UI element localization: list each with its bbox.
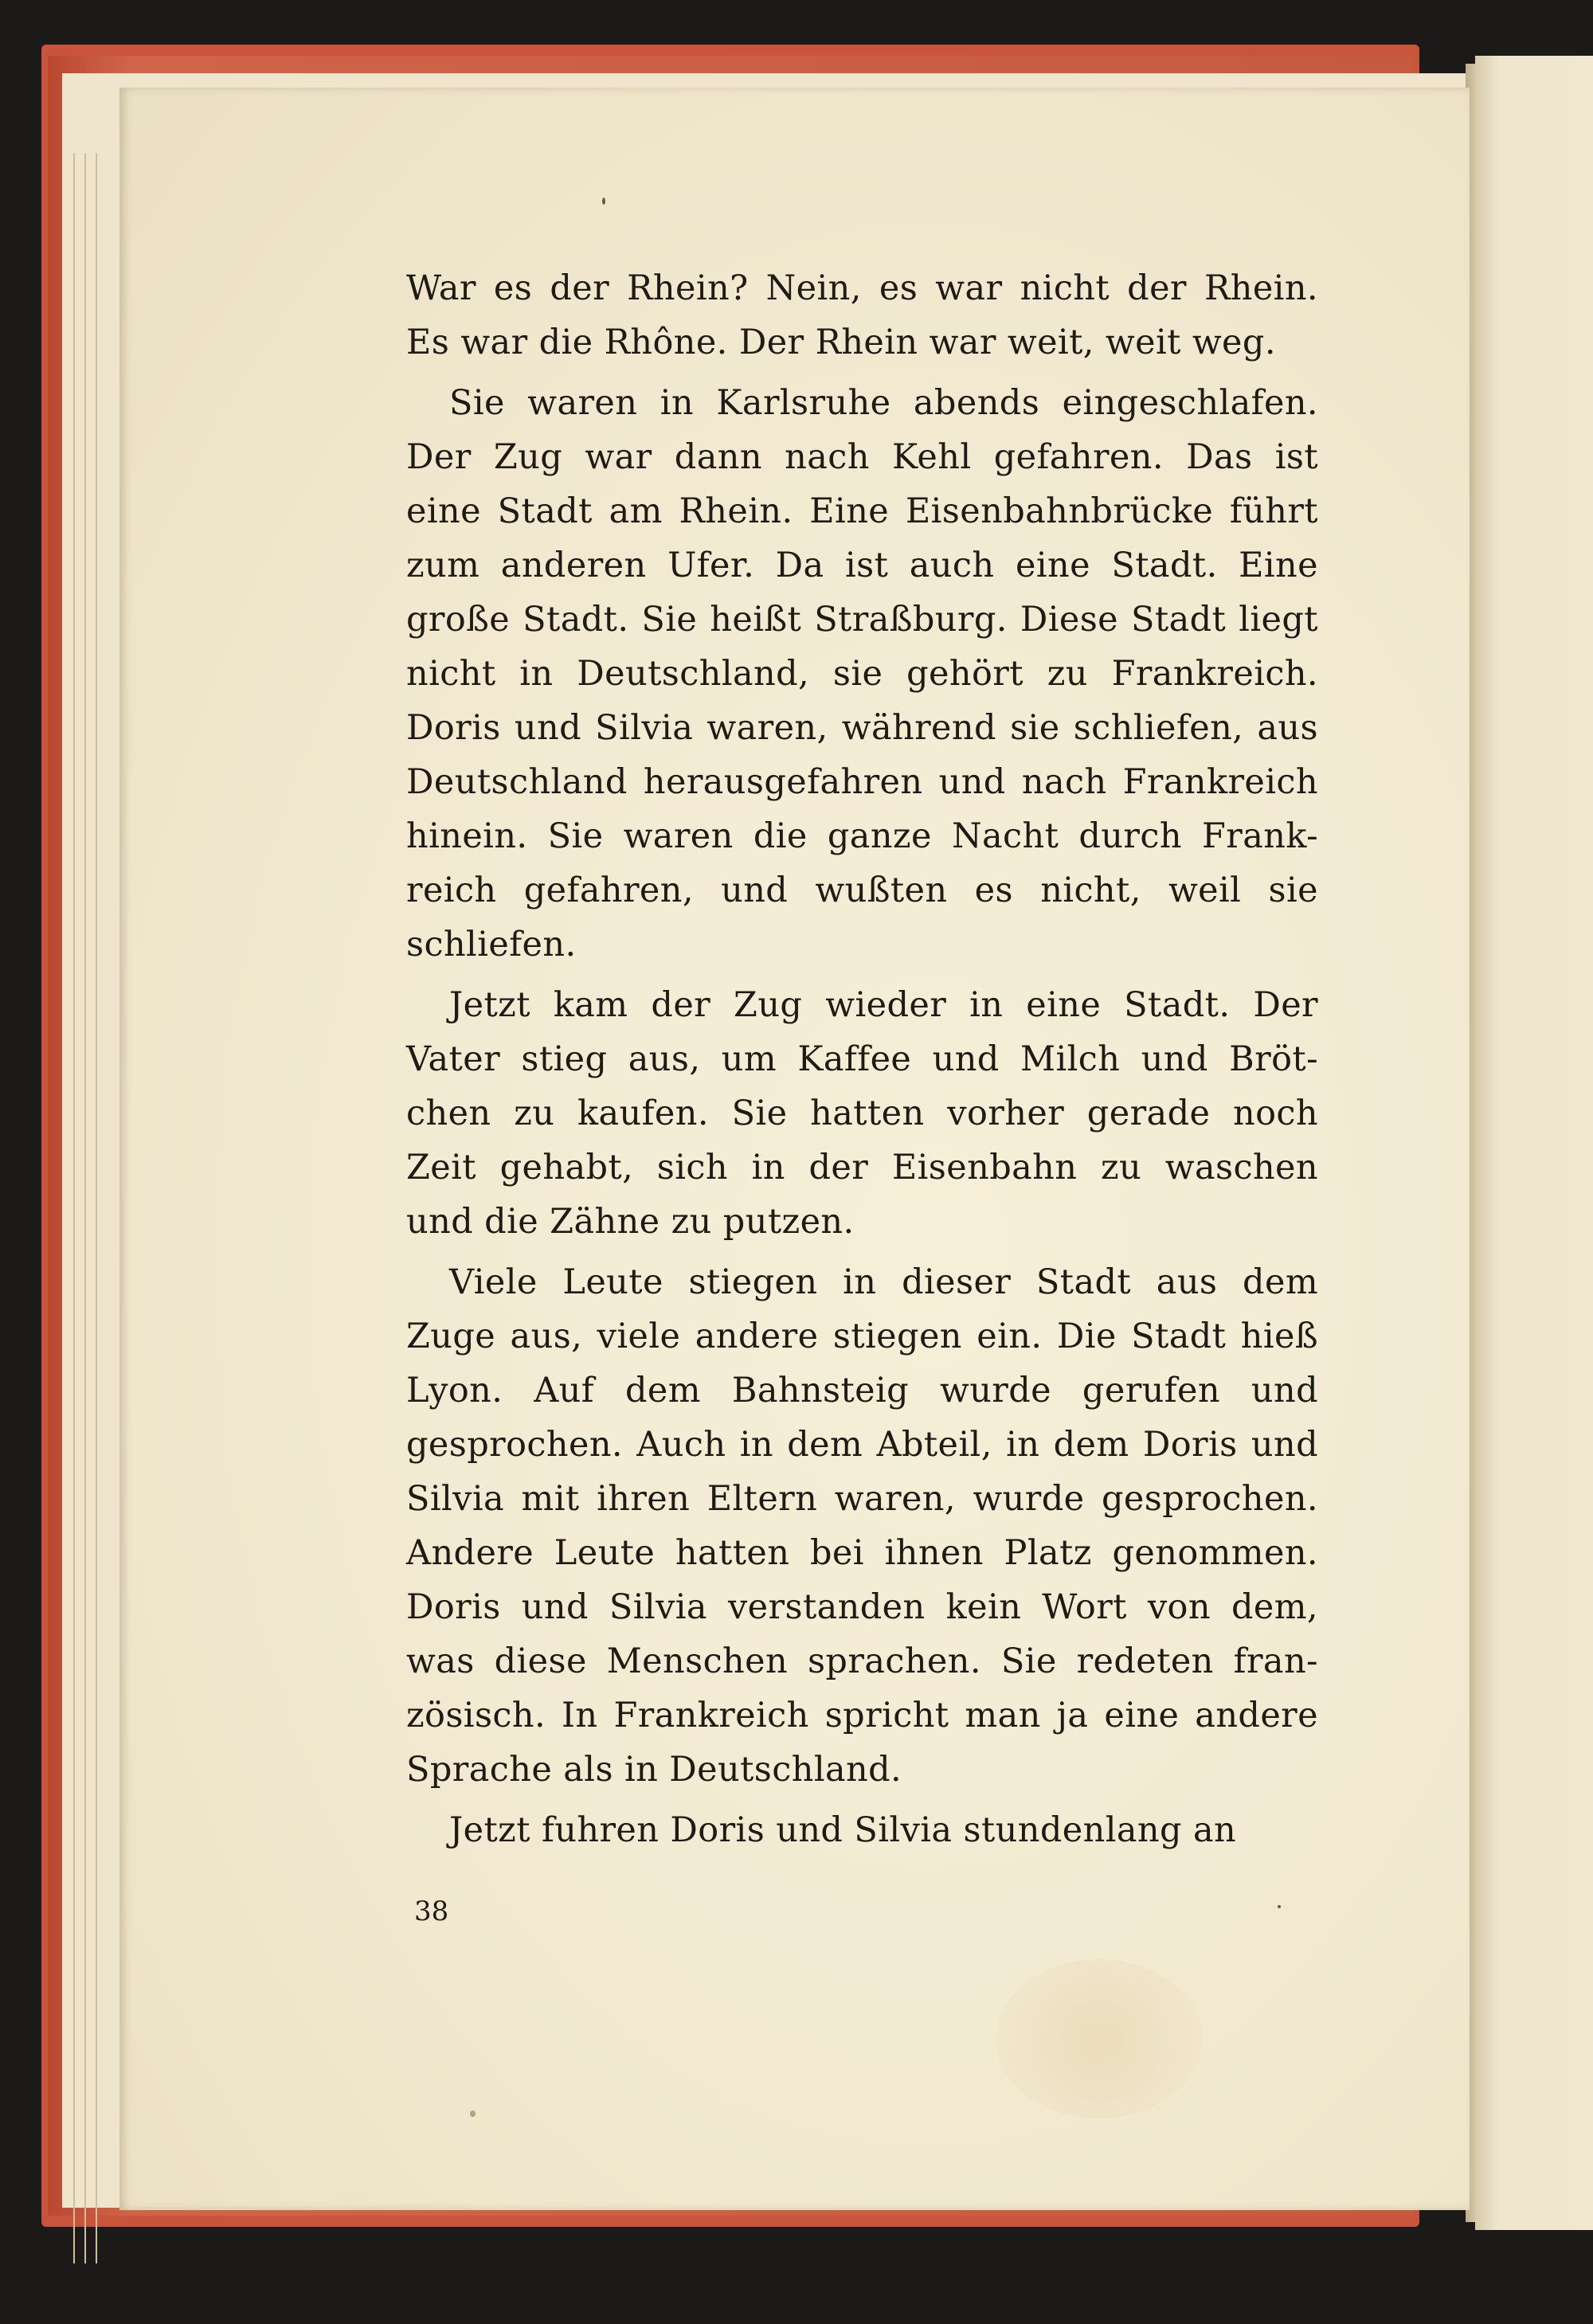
text-line: Deutschland herausgefahren und nach Frankreich [406,762,1318,802]
text-line: reich gefahren, und wußten es nicht, weil sie [406,871,1318,910]
page-stack-line [84,153,86,2263]
text-line: Silvia mit ihren Eltern waren, wurde gesprochen. [406,1479,1318,1519]
page-stack-line [73,153,75,2263]
paragraph [406,261,1318,370]
text-line: nicht in Deutschland, sie gehört zu Frankreich. [406,654,1318,694]
text-line: zösisch. In Frankreich spricht man ja eine andere [406,1696,1318,1735]
text-line: War es der Rhein? Nein, es war nicht der Rhein. [406,268,1318,308]
text-line: Andere Leute hatten bei ihnen Platz genommen. [406,1533,1318,1573]
paragraph [406,1803,1318,1857]
paragraph [406,376,1318,972]
text-line: schliefen. [406,925,577,964]
text-line: chen zu kaufen. Sie hatten vorher gerade noch [406,1094,1318,1133]
paper-speck [1278,1905,1281,1908]
text-line: Lyon. Auf dem Bahnsteig wurde gerufen und [406,1371,1318,1410]
body-text [406,261,1318,1864]
text-line: Viele Leute stiegen in dieser Stadt aus dem [449,1262,1318,1302]
text-line: Zuge aus, viele andere stiegen ein. Die Stadt hieß [406,1317,1318,1356]
text-line: Doris und Silvia waren, während sie schliefen, aus [406,708,1318,748]
text-line: Doris und Silvia verstanden kein Wort von dem, [406,1587,1318,1627]
text-line: Vater stieg aus, um Kaffee und Milch und Bröt- [406,1039,1318,1079]
text-line: große Stadt. Sie heißt Straßburg. Diese Stadt liegt [406,600,1318,640]
text-line: Jetzt kam der Zug wieder in eine Stadt. Der [449,985,1318,1025]
text-line: gesprochen. Auch in dem Abteil, in dem Doris und [406,1425,1318,1465]
paper-stain [996,1959,1203,2119]
paper-speck [602,198,605,205]
text-line: was diese Menschen sprachen. Sie redeten fran- [406,1641,1318,1681]
text-line: Jetzt fuhren Doris und Silvia stundenlang an [449,1810,1237,1850]
text-line: zum anderen Ufer. Da ist auch eine Stadt. Eine [406,546,1318,585]
text-line: Sie waren in Karlsruhe abends eingeschlafen. [449,383,1318,423]
paragraph [406,1255,1318,1797]
page-stack-line [96,153,97,2263]
page-number: 38 [414,1896,449,1927]
text-line: Zeit gehabt, sich in der Eisenbahn zu waschen [406,1148,1318,1187]
text-line: und die Zähne zu putzen. [406,1202,855,1242]
text-line: Der Zug war dann nach Kehl gefahren. Das ist [406,437,1318,477]
text-line: hinein. Sie waren die ganze Nacht durch Frank- [406,816,1318,856]
paper-speck [470,2111,476,2117]
facing-page [1475,56,1593,2230]
text-line: Sprache als in Deutschland. [406,1750,902,1790]
text-line: eine Stadt am Rhein. Eine Eisenbahnbrücke führt [406,491,1318,531]
paragraph [406,978,1318,1249]
text-line: Es war die Rhône. Der Rhein war weit, weit weg. [406,323,1276,362]
